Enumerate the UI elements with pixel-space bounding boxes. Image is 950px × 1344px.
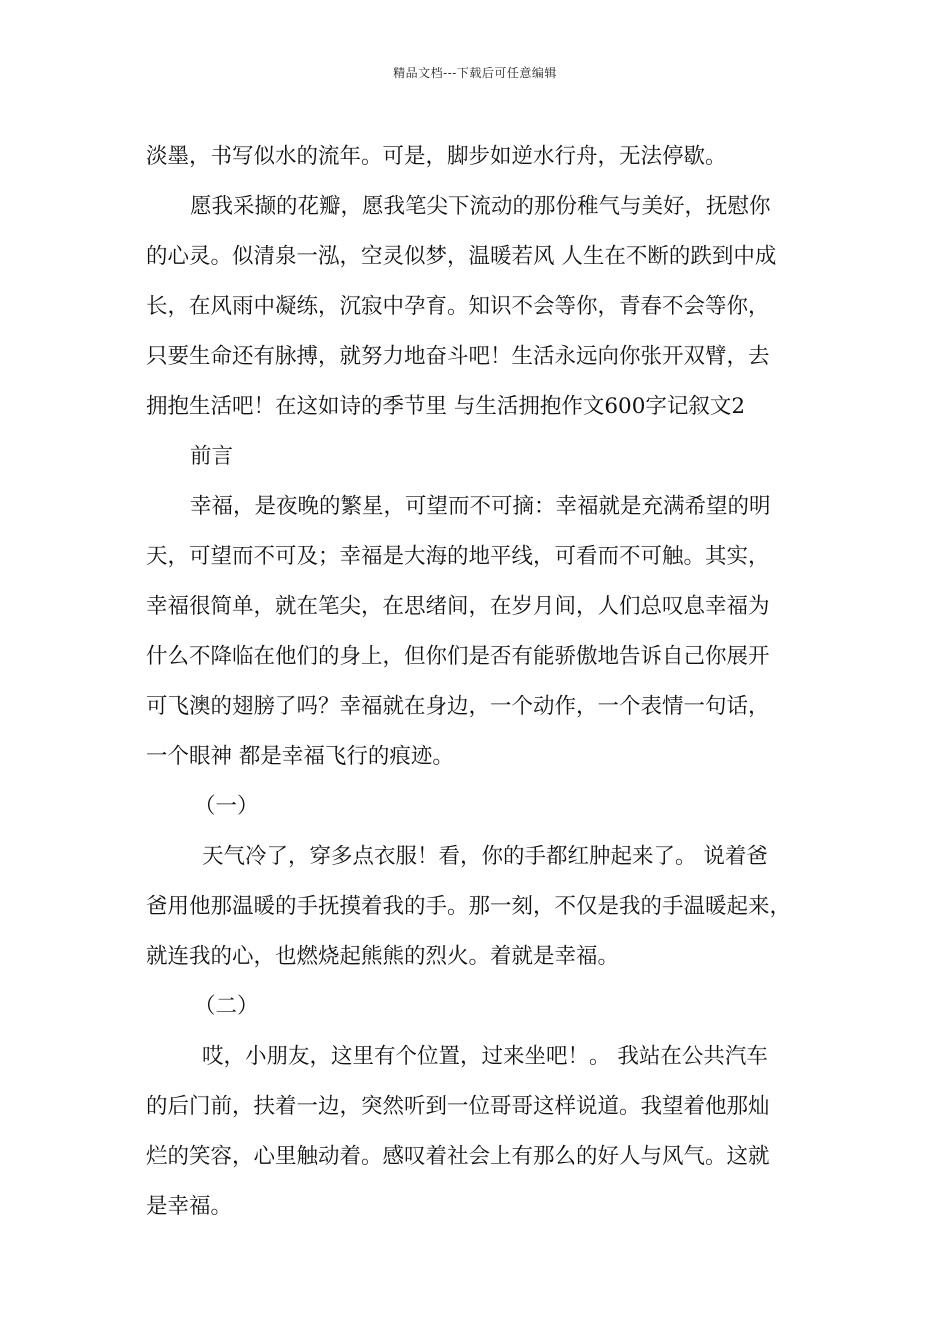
- text-line: 幸福，是夜晚的繁星，可望而不可摘：幸福就是充满希望的明: [190, 494, 771, 519]
- text-line: 幸福很简单，就在笔尖，在思绪间，在岁月间，人们总叹息幸福为: [146, 594, 770, 619]
- document-body: [146, 132, 826, 1232]
- section-heading: 前言: [190, 444, 234, 469]
- text-line: 只要生命还有脉搏，就努力地奋斗吧！生活永远向你张开双臂，去: [146, 344, 770, 369]
- text-line: 是幸福。: [146, 1194, 233, 1219]
- text-line: 的后门前，扶着一边，突然听到一位哥哥这样说道。我望着他那灿: [146, 1094, 770, 1119]
- text-line: 就连我的心，也燃烧起熊熊的烈火。着就是幸福。: [146, 944, 620, 969]
- page-header: 精品文档---下载后可任意编辑: [393, 66, 557, 80]
- text-line: 可飞澳的翅膀了吗？幸福就在身边，一个动作，一个表情一句话，: [146, 694, 770, 719]
- text-line: 长，在风雨中凝练，沉寂中孕育。知识不会等你，青春不会等你，: [146, 294, 770, 319]
- text-line: 拥抱生活吧！在这如诗的季节里 与生活拥抱作文600字记叙文2: [146, 394, 746, 419]
- text-line: 的心灵。似清泉一泓，空灵似梦，温暖若风 人生在不断的跌到中成: [146, 244, 777, 269]
- text-line: 天，可望而不可及；幸福是大海的地平线，可看而不可触。其实，: [146, 544, 770, 569]
- text-line: 一个眼神 都是幸福飞行的痕迹。: [146, 744, 454, 769]
- text-line: 哎，小朋友，这里有个位置，过来坐吧！。 我站在公共汽车: [202, 1044, 768, 1069]
- text-line: 烂的笑容，心里触动着。感叹着社会上有那么的好人与风气。这就: [146, 1144, 770, 1169]
- section-number: （一）: [194, 794, 259, 819]
- text-line: 什么不降临在他们的身上，但你们是否有能骄傲地告诉自己你展开: [146, 644, 770, 669]
- section-number: （二）: [194, 994, 259, 1019]
- text-line: 天气冷了，穿多点衣服！看，你的手都红肿起来了。 说着爸: [202, 844, 768, 869]
- text-line: 爸用他那温暖的手抚摸着我的手。那一刻，不仅是我的手温暖起来，: [146, 894, 792, 919]
- text-line: 愿我采撷的花瓣，愿我笔尖下流动的那份稚气与美好，抚慰你: [190, 194, 771, 219]
- text-line: 淡墨，书写似水的流年。可是，脚步如逆水行舟，无法停歇。: [146, 144, 727, 169]
